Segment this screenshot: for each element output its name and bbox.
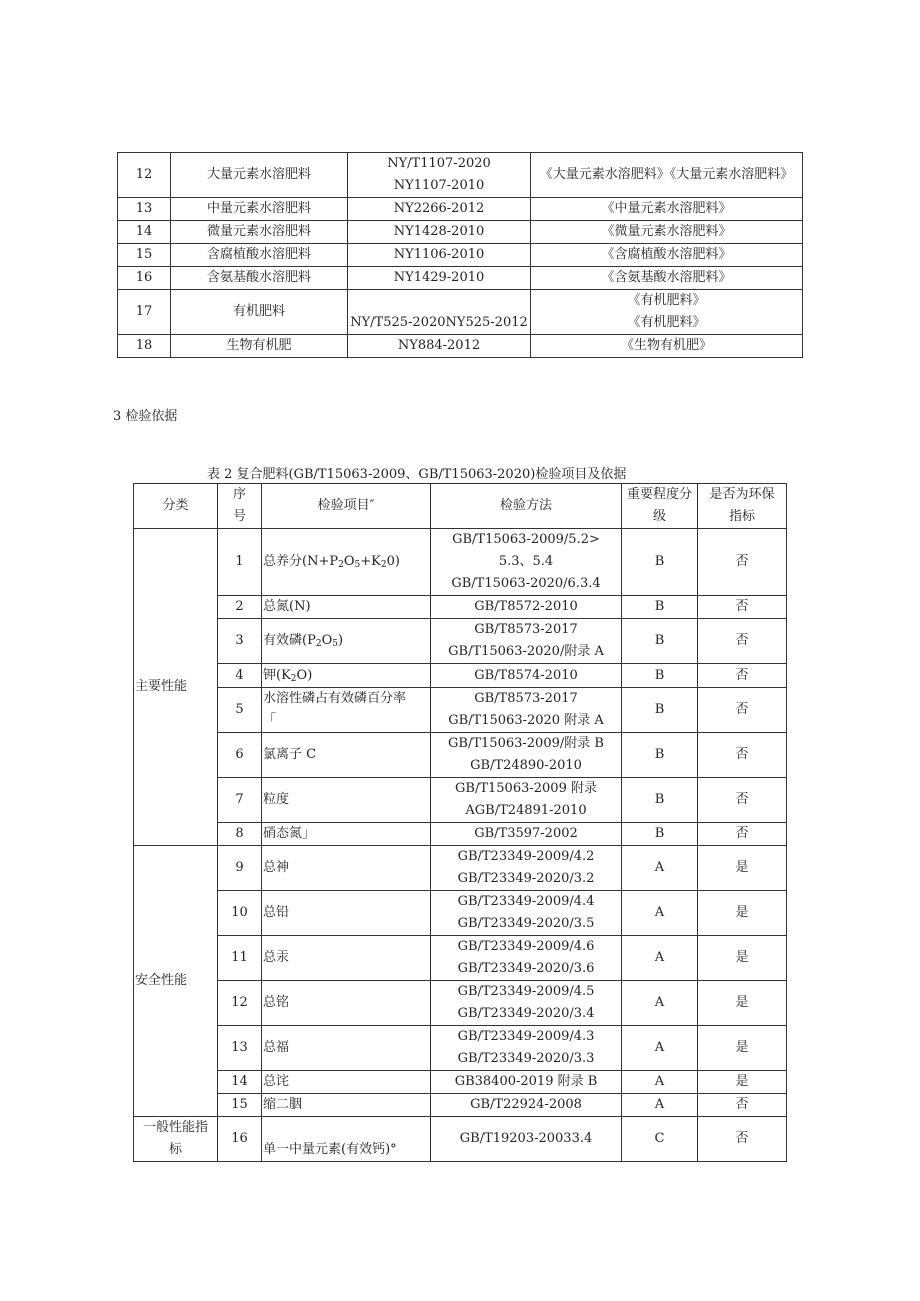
table-row <box>118 335 803 358</box>
test-method: GB/T8574-2010 <box>431 664 622 688</box>
standard-code: NY884-2012 <box>348 335 531 358</box>
item-text: 0) <box>386 554 400 569</box>
item-text: +K <box>360 554 381 569</box>
importance-grade: A <box>622 846 698 891</box>
inspection-item <box>262 529 431 596</box>
row-number: 10 <box>218 891 262 936</box>
item-text: O <box>343 554 355 569</box>
product-name: 中量元素水溶肥料 <box>171 198 348 221</box>
test-method: GB/T15063-2009/5.2> 5.3、5.4 GB/T15063-2020/6.3.4 <box>431 529 622 596</box>
standard-reference: 《微量元素水溶肥料》 <box>531 221 803 244</box>
test-method: GB/T15063-2009 附录 AGB/T24891-2010 <box>431 778 622 823</box>
table-row <box>134 981 787 1026</box>
importance-grade: A <box>622 1094 698 1117</box>
standard-reference: 《含腐植酸水溶肥料》 <box>531 244 803 267</box>
env-indicator: 否 <box>698 1117 787 1162</box>
row-number: 8 <box>218 823 262 846</box>
inspection-item: 硝态氮」 <box>262 823 431 846</box>
importance-grade: A <box>622 891 698 936</box>
table-row <box>134 846 787 891</box>
row-number: 13 <box>118 198 171 221</box>
test-method: GB38400-2019 附录 B <box>431 1071 622 1094</box>
env-indicator: 否 <box>698 823 787 846</box>
inspection-item: 水溶性磷占有效磷百分率 「 <box>262 688 431 733</box>
row-number: 18 <box>118 335 171 358</box>
inspection-item: 总氮(N) <box>262 596 431 619</box>
test-method: GB/T23349-2009/4.6 GB/T23349-2020/3.6 <box>431 936 622 981</box>
test-method: GB/T23349-2009/4.5 GB/T23349-2020/3.4 <box>431 981 622 1026</box>
test-method: GB/T23349-2009/4.2 GB/T23349-2020/3.2 <box>431 846 622 891</box>
header-item: 检验项目″ <box>262 484 431 529</box>
item-text: 有效磷(P <box>263 633 316 648</box>
test-method: GB/T22924-2008 <box>431 1094 622 1117</box>
standard-reference: 《生物有机肥》 <box>531 335 803 358</box>
row-number: 5 <box>218 688 262 733</box>
table-row <box>118 221 803 244</box>
header-env: 是否为环保 指标 <box>698 484 787 529</box>
fertilizer-standards-table <box>117 152 803 358</box>
item-text: O <box>321 633 333 648</box>
importance-grade: B <box>622 664 698 688</box>
table-row <box>134 688 787 733</box>
table-row <box>134 936 787 981</box>
product-name: 生物有机肥 <box>171 335 348 358</box>
product-name: 含氨基酸水溶肥料 <box>171 267 348 290</box>
importance-grade: A <box>622 1026 698 1071</box>
inspection-item <box>262 664 431 688</box>
header-grade: 重要程度分 级 <box>622 484 698 529</box>
env-indicator: 否 <box>698 664 787 688</box>
subscript: 5 <box>354 560 361 570</box>
row-number: 1 <box>218 529 262 596</box>
env-indicator: 否 <box>698 688 787 733</box>
importance-grade: B <box>622 778 698 823</box>
header-category: 分类 <box>134 484 218 529</box>
table-row <box>134 733 787 778</box>
table-caption: 表 2 复合肥料(GB/T15063-2009、GB/T15063-2020)检验项目及依据 <box>207 467 627 482</box>
inspection-item: 粒度 <box>262 778 431 823</box>
test-method: GB/T8573-2017 GB/T15063-2020/附录 A <box>431 619 622 664</box>
section-heading: 3 检验依据 <box>113 409 178 424</box>
subscript: 2 <box>315 639 322 649</box>
table-row <box>134 1071 787 1094</box>
row-number: 16 <box>218 1117 262 1162</box>
importance-grade: A <box>622 936 698 981</box>
importance-grade: B <box>622 688 698 733</box>
subscript: 2 <box>380 560 387 570</box>
inspection-item: 总福 <box>262 1026 431 1071</box>
table-row <box>134 1117 787 1162</box>
item-text: 钾(K <box>263 667 291 683</box>
importance-grade: B <box>622 596 698 619</box>
row-number: 4 <box>218 664 262 688</box>
standard-reference: 《含氨基酸水溶肥料》 <box>531 267 803 290</box>
product-name: 有机肥料 <box>171 290 348 335</box>
standard-code: NY1106-2010 <box>348 244 531 267</box>
row-number: 7 <box>218 778 262 823</box>
env-indicator: 否 <box>698 619 787 664</box>
subscript: 2 <box>338 560 344 570</box>
table-row <box>118 244 803 267</box>
standard-code: NY/T525-2020NY525-2012 <box>348 290 531 335</box>
category-safety: 安全性能 <box>134 846 218 1117</box>
env-indicator: 是 <box>698 981 787 1026</box>
env-indicator: 是 <box>698 1071 787 1094</box>
env-indicator: 否 <box>698 596 787 619</box>
item-text: ) <box>337 633 344 648</box>
standard-code: NY2266-2012 <box>348 198 531 221</box>
row-number: 12 <box>118 153 171 198</box>
importance-grade: C <box>622 1117 698 1162</box>
env-indicator: 是 <box>698 1026 787 1071</box>
header-number: 序 号 <box>218 484 262 529</box>
standard-reference: 《大量元素水溶肥料》《大量元素水溶肥料》 <box>531 153 803 198</box>
test-method: GB/T3597-2002 <box>431 823 622 846</box>
env-indicator: 是 <box>698 936 787 981</box>
row-number: 15 <box>118 244 171 267</box>
test-method: GB/T23349-2009/4.3 GB/T23349-2020/3.3 <box>431 1026 622 1071</box>
standard-code: NY1428-2010 <box>348 221 531 244</box>
row-number: 15 <box>218 1094 262 1117</box>
test-method: GB/T23349-2009/4.4 GB/T23349-2020/3.5 <box>431 891 622 936</box>
inspection-item: 总诧 <box>262 1071 431 1094</box>
product-name: 含腐植酸水溶肥料 <box>171 244 348 267</box>
item-text: 总养分(N+P <box>263 554 339 569</box>
category-general: 一般性能指 标 <box>134 1117 218 1162</box>
row-number: 14 <box>218 1071 262 1094</box>
inspection-item: 缩二胭 <box>262 1094 431 1117</box>
subscript: 5 <box>332 639 338 649</box>
row-number: 11 <box>218 936 262 981</box>
env-indicator: 否 <box>698 529 787 596</box>
row-number: 17 <box>118 290 171 335</box>
inspection-items-table <box>133 483 787 1162</box>
importance-grade: A <box>622 1071 698 1094</box>
standard-code: NY1429-2010 <box>348 267 531 290</box>
standard-reference: 《中量元素水溶肥料》 <box>531 198 803 221</box>
item-text: O) <box>296 667 313 683</box>
table-row <box>134 619 787 664</box>
importance-grade: B <box>622 733 698 778</box>
table-row <box>118 267 803 290</box>
table-row <box>134 891 787 936</box>
inspection-item: 总铭 <box>262 981 431 1026</box>
table-row <box>118 198 803 221</box>
row-number: 2 <box>218 596 262 619</box>
table-row <box>118 153 803 198</box>
row-number: 14 <box>118 221 171 244</box>
category-main: 主要性能 <box>134 529 218 846</box>
table-row <box>134 529 787 596</box>
subscript: 2 <box>290 673 297 684</box>
env-indicator: 否 <box>698 778 787 823</box>
row-number: 16 <box>118 267 171 290</box>
row-number: 13 <box>218 1026 262 1071</box>
inspection-item: 总神 <box>262 846 431 891</box>
env-indicator: 是 <box>698 891 787 936</box>
inspection-item: 氯离子 C <box>262 733 431 778</box>
standard-reference: 《有机肥料》 《有机肥料》 <box>531 290 803 335</box>
importance-grade: B <box>622 529 698 596</box>
importance-grade: A <box>622 981 698 1026</box>
inspection-item: 总铅 <box>262 891 431 936</box>
env-indicator: 否 <box>698 733 787 778</box>
env-indicator: 否 <box>698 1094 787 1117</box>
table-row <box>134 1094 787 1117</box>
table-row <box>134 664 787 688</box>
test-method: GB/T15063-2009/附录 B GB/T24890-2010 <box>431 733 622 778</box>
table-row <box>134 778 787 823</box>
test-method: GB/T8572-2010 <box>431 596 622 619</box>
table-row <box>134 596 787 619</box>
row-number: 3 <box>218 619 262 664</box>
row-number: 9 <box>218 846 262 891</box>
product-name: 微量元素水溶肥料 <box>171 221 348 244</box>
row-number: 6 <box>218 733 262 778</box>
importance-grade: B <box>622 823 698 846</box>
row-number: 12 <box>218 981 262 1026</box>
inspection-item: 单一中量元素(有效钙)° <box>262 1117 431 1162</box>
table-row <box>134 1026 787 1071</box>
test-method: GB/T8573-2017 GB/T15063-2020 附录 A <box>431 688 622 733</box>
header-row <box>134 484 787 529</box>
env-indicator: 是 <box>698 846 787 891</box>
importance-grade: B <box>622 619 698 664</box>
table-row <box>134 823 787 846</box>
product-name: 大量元素水溶肥料 <box>171 153 348 198</box>
standard-code: NY/T1107-2020 NY1107-2010 <box>348 153 531 198</box>
inspection-item <box>262 619 431 664</box>
header-method: 检验方法 <box>431 484 622 529</box>
inspection-item: 总汞 <box>262 936 431 981</box>
table-row <box>118 290 803 335</box>
test-method: GB/T19203-20033.4 <box>431 1117 622 1162</box>
